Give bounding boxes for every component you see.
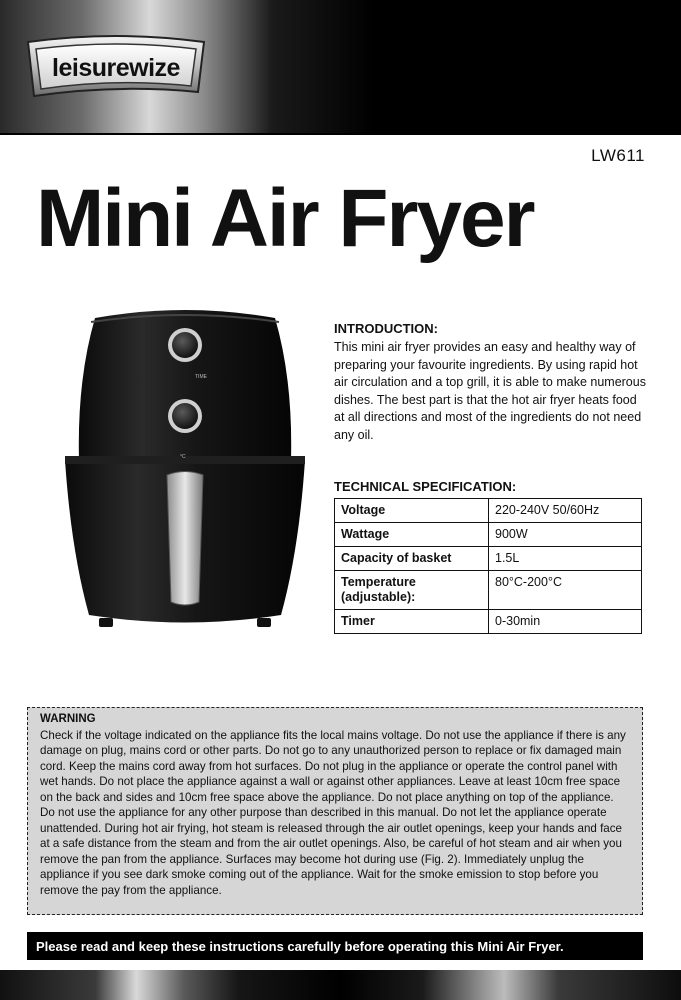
- footer-note-text: Please read and keep these instructions carefully before operating this Mini Air Fryer.: [36, 938, 564, 954]
- warning-box: [27, 707, 643, 915]
- brand-logo: [22, 32, 210, 118]
- bottom-decor-strip: [0, 970, 681, 1000]
- introduction-heading: INTRODUCTION:: [334, 321, 438, 336]
- air-fryer-image: [55, 300, 315, 645]
- spec-key: Voltage: [335, 499, 489, 523]
- warning-text: Check if the voltage indicated on the appliance fits the local mains voltage. Do not use the appliance if there is any damage on plug, mains cord or other parts. Do not go to any unauthorized person to replace or fix damaged main cord. Keep the mains cord away from hot surfaces. Do not plug in the appliance or operate the control panel with wet hands. Do not place the appliance against a wall or against other appliances. Leave at least 10cm free space on the back and sides and 10cm free space above the appliance. Do not place anything on top of the appliance. Do not use the appliance for any other purpose than described in this manual. Do not let the appliance operate unattended. During hot air frying, hot steam is released through the air outlet openings, keep your hands and face at a safe distance from the steam and from the air outlet openings. Also, be careful of hot steam and air when you remove the pan from the appliance. Surfaces may become hot during use (Fig. 2). Immediately unplug the appliance if you see dark smoke coming out of the appliance. Wait for the smoke emission to stop before you remove the pay from the appliance.: [40, 728, 626, 897]
- spec-row: [335, 571, 642, 610]
- model-number: LW611: [591, 146, 645, 165]
- spec-key: Temperature (adjustable):: [335, 571, 489, 610]
- timer-knob-label: TIME: [195, 374, 207, 380]
- spec-row: [335, 499, 642, 523]
- spec-row: [335, 523, 642, 547]
- brand-logo-text: leisurewize: [52, 54, 180, 82]
- spec-value: 220-240V 50/60Hz: [489, 499, 642, 523]
- spec-value: 900W: [489, 523, 642, 547]
- spec-table: [334, 498, 642, 634]
- spec-key: Timer: [335, 610, 489, 634]
- temp-knob-label: °C: [180, 454, 186, 460]
- spec-value: 80°C-200°C: [489, 571, 642, 610]
- spec-value: 1.5L: [489, 547, 642, 571]
- footer-note: [27, 932, 643, 960]
- spec-row: [335, 547, 642, 571]
- introduction-text: This mini air fryer provides an easy and healthy way of preparing your favourite ingredients. By using rapid hot air circulation and a top grill, it is able to make numerous dishes. The best part is that the hot air fryer heats food at all directions and most of the ingredients do not need any oil.: [334, 340, 646, 442]
- spec-heading: TECHNICAL SPECIFICATION:: [334, 479, 517, 494]
- spec-key: Wattage: [335, 523, 489, 547]
- spec-value: 0-30min: [489, 610, 642, 634]
- warning-heading: WARNING: [40, 713, 96, 725]
- page-title: Mini Air Fryer: [36, 173, 534, 264]
- spec-row: [335, 610, 642, 634]
- spec-key: Capacity of basket: [335, 547, 489, 571]
